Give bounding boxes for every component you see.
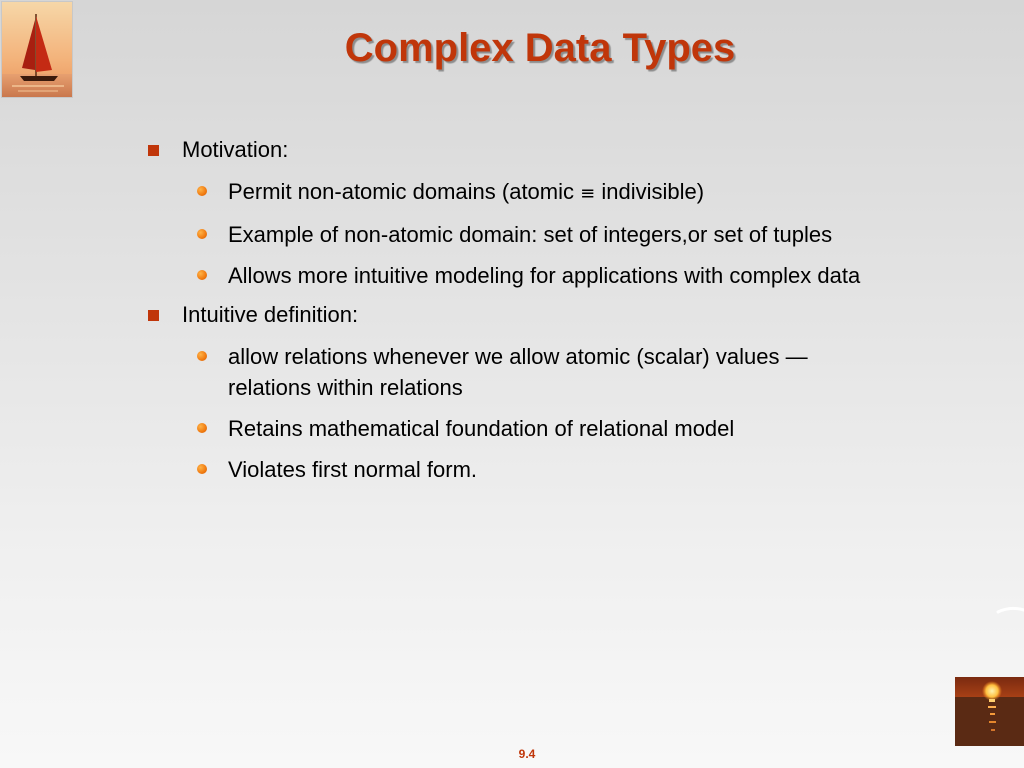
sub-bullet bbox=[145, 219, 885, 250]
bullet-list bbox=[145, 136, 885, 495]
round-bullet-icon bbox=[197, 351, 207, 361]
sub-bullet bbox=[145, 341, 885, 403]
sunset-sea-image bbox=[955, 677, 1024, 746]
slide-title: Complex Data Types bbox=[344, 26, 736, 70]
round-bullet-icon bbox=[197, 186, 207, 196]
square-bullet-icon bbox=[148, 310, 159, 321]
sub-bullet-text-before: Permit non-atomic domains (atomic bbox=[228, 179, 581, 204]
square-bullet-icon bbox=[148, 145, 159, 156]
sub-bullet-text: Allows more intuitive modeling for applications with complex data bbox=[228, 263, 861, 288]
sailboat-sunset-image bbox=[1, 1, 73, 98]
sub-bullet-text-after: indivisible) bbox=[595, 179, 705, 204]
round-bullet-icon bbox=[197, 270, 207, 280]
decorative-swoosh-icon bbox=[996, 604, 1024, 616]
sub-bullet-text: Retains mathematical foundation of relational model bbox=[228, 416, 735, 441]
sub-bullet-text: allow relations whenever we allow atomic (scalar) values — relations within relations bbox=[228, 344, 808, 400]
bullet-text: Intuitive definition: bbox=[182, 302, 359, 327]
round-bullet-icon bbox=[197, 423, 207, 433]
sub-bullet-text: Example of non-atomic domain: set of integers,or set of tuples bbox=[228, 222, 833, 247]
round-bullet-icon bbox=[197, 229, 207, 239]
page-number: 9.4 bbox=[518, 747, 536, 761]
bullet-motivation bbox=[145, 136, 885, 164]
sub-bullet-text: Violates first normal form. bbox=[228, 457, 478, 482]
sub-bullet bbox=[145, 176, 885, 209]
equivalence-symbol: ≡ bbox=[580, 183, 596, 204]
bullet-intuitive-definition bbox=[145, 301, 885, 329]
sub-bullet bbox=[145, 454, 885, 485]
round-bullet-icon bbox=[197, 464, 207, 474]
bullet-text: Motivation: bbox=[182, 137, 289, 162]
sub-bullet bbox=[145, 413, 885, 444]
sub-bullet bbox=[145, 260, 885, 291]
